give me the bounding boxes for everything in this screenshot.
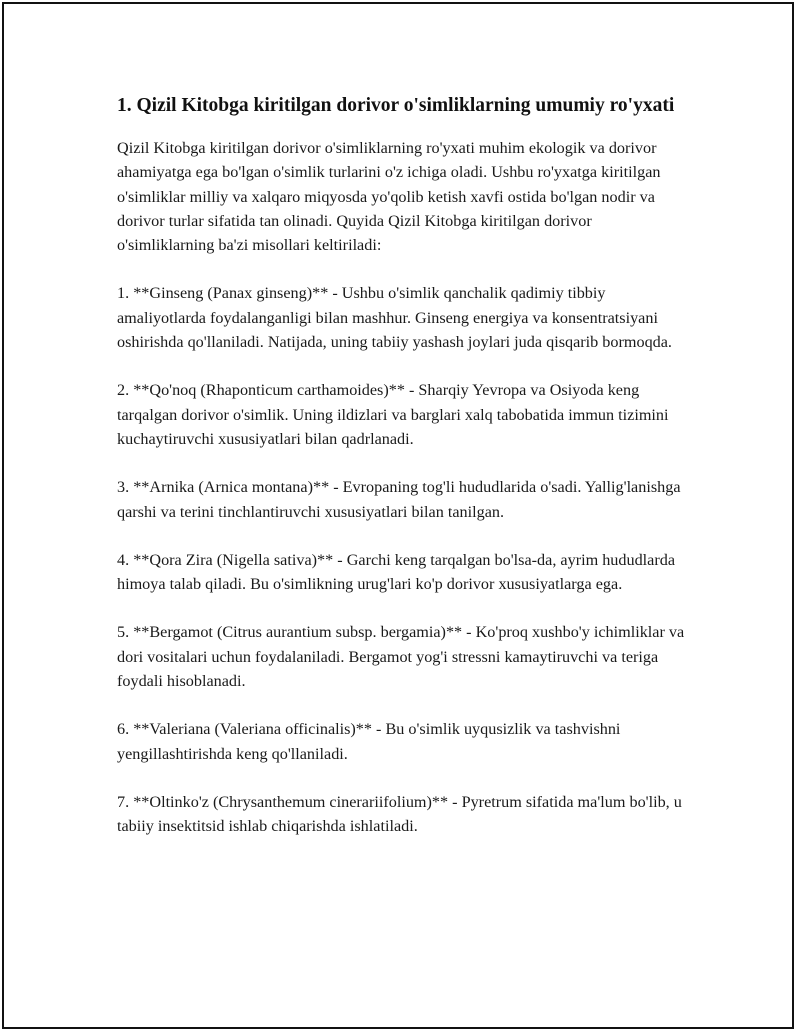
- intro-paragraph: Qizil Kitobga kiritilgan dorivor o'simliklarning ro'yxati muhim ekologik va dorivor ahamiyatga ega bo'lgan o'simlik turlarini o'z ichiga oladi. Ushbu ro'yxatga kiritilgan o'simliklar milliy va xalqaro miqyosda yo'qolib ketish xavfi ostida bo'lgan nodir va dorivor turlar sifatida tan olinadi. Quyida Qizil Kitobga kiritilgan dorivor o'simliklarning ba'zi misollari keltiriladi:: [117, 139, 661, 255]
- list-item-valeriana: 6. **Valeriana (Valeriana officinalis)** - Bu o'simlik uyqusizlik va tashvishni yengillashtirishda keng qo'llaniladi.: [117, 720, 621, 763]
- list-item-qora-zira: 4. **Qora Zira (Nigella sativa)** - Garchi keng tarqalgan bo'lsa-da, ayrim hududlarda himoya talab qiladi. Bu o'simlikning urug'lari ko'p dorivor xususiyatlarga ega.: [117, 550, 676, 594]
- list-item-ginseng: 1. **Ginseng (Panax ginseng)** - Ushbu o'simlik qanchalik qadimiy tibbiy amaliyotlarda foydalanganligi bilan mashhur. Ginseng energiya va konsentratsiyani oshirishda qo'llaniladi. Natijada, uning tabiiy yashash joylari juda qisqarib bormoqda.: [117, 284, 672, 352]
- list-item-bergamot: 5. **Bergamot (Citrus aurantium subsp. bergamia)** - Ko'proq xushbo'y ichimliklar va dori vositalari uchun foydalaniladi. Bergamot yog'i stressni kamaytiruvchi va teriga foydali hisoblanadi.: [117, 623, 685, 691]
- document-title: 1. Qizil Kitobga kiritilgan dorivor o'simliklarning umumiy ro'yxati: [117, 95, 675, 116]
- list-item-oltinkoz: 7. **Oltinko'z (Chrysanthemum cinerariifolium)** - Pyretrum sifatida ma'lum bo'lib, u tabiiy insektitsid ishlab chiqarishda ishlatiladi.: [117, 792, 682, 836]
- list-item-arnika: 3. **Arnika (Arnica montana)** - Evropaning tog'li hududlarida o'sadi. Yallig'lanishga qarshi va terini tinchlantiruvchi xususiyatlari bilan tanilgan.: [117, 478, 681, 521]
- document-body: [117, 92, 687, 839]
- list-item-qonoq: 2. **Qo'noq (Rhaponticum carthamoides)** - Sharqiy Yevropa va Osiyoda keng tarqalgan dorivor o'simlik. Uning ildizlari va barglari xalq tabobatida immun tizimini kuchaytiruvchi xususiyatlari bilan qadrlanadi.: [117, 381, 669, 448]
